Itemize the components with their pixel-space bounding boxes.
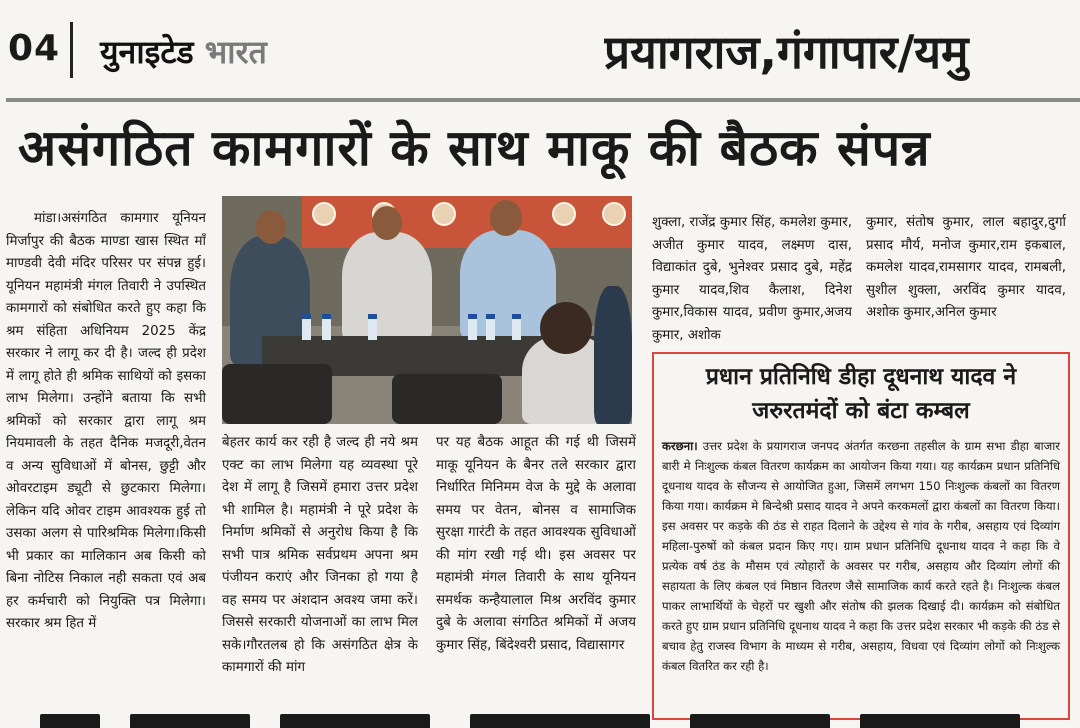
- photo-person: [594, 286, 632, 424]
- article-column-1: मांडा।असंगठित कामगार यूनियन मिर्जापुर की बैठक माण्डा खास स्थित माँ माण्डवी देवी मंदिर परिसर पर संपन्न हुई। यूनियन महामंत्री मंगल तिवारी ने उपस्थित कामगारों को संबोधित करते हुए कहा कि श्रम संहिता अधिनियम 2025 केंद्र सरकार ने लागू कर दी है। जल्द ही प्रदेश में लागू होते ही श्रमिक साथियों को इसका लाभ मिलेगा। उन्होंने बताया कि सभी श्रमिकों को सरकार द्वारा लागू श्रम नियमावली के तहत दैनिक मजदूरी,वेतन व अन्य सुविधाओं में बोनस, छुट्टी और ओवरटाइम ड्यूटी से छुटकारा मिलेगा। लेकिन यदि ओवर टाइम आवश्यक हुई तो उसका अलग से पारिश्रमिक मिलेगा।किसी भी प्रकार का मालिकान अब किसी को बिना नोटिस निकाल नही सकता एवं अब हर कर्मचारी को नियुक्ति पत्र मिलेगा।सरकार श्रम हित में: [6, 211, 206, 631]
- boxed-story-dateline: करछना।: [662, 439, 698, 453]
- newspaper-name: [100, 30, 267, 73]
- photo-person-head: [256, 210, 286, 244]
- photo-person: [342, 232, 432, 342]
- photo-person-head: [490, 200, 522, 236]
- banner-portrait: [432, 202, 456, 226]
- cropped-text: [280, 714, 430, 728]
- boxed-story: [652, 352, 1070, 720]
- photo-bottle: [302, 314, 311, 340]
- next-headline-strip: [0, 714, 1080, 728]
- masthead: [0, 0, 1080, 95]
- page-number: 04: [8, 28, 61, 69]
- banner-portrait: [552, 202, 576, 226]
- edition-title: प्रयागराज,गंगापार/यमु: [604, 25, 969, 79]
- cropped-text: [470, 714, 650, 728]
- photo-bottle: [468, 314, 477, 340]
- photo-bottle: [512, 314, 521, 340]
- photo-chair: [222, 364, 332, 424]
- photo-person-head: [540, 302, 592, 354]
- article-column-3: पर यह बैठक आहूत की गई थी जिसमें माकू यूनियन के बैनर तले सरकार द्वारा निर्धारित मिनिमम वेज के मुद्दे के अलावा समय पर वेतन, बोनस व सामाजिक सुरक्षा गारंटी के तहत आवश्यक सुविधाओं की मांग रखी गई थी। इस अवसर पर महामंत्री मंगल तिवारी के साथ यूनियन समर्थक कन्हैयालाल मिश्र अरविंद कुमार दुबे के अलावा संगठित श्रमिकों में अजय कुमार सिंह, बिंदेश्वरी प्रसाद, विद्यासागर: [436, 435, 636, 653]
- banner-portrait: [602, 202, 626, 226]
- masthead-divider: [70, 22, 73, 78]
- newspaper-name-part1: युनाइटेड: [100, 33, 194, 71]
- boxed-story-headline: प्रधान प्रतिनिधि डीहा दूधनाथ यादव ने जरुरतमंदों को बंटा कम्बल: [705, 364, 1017, 424]
- boxed-story-body: [662, 436, 1060, 676]
- newspaper-name-part2: भारत: [204, 33, 267, 71]
- photo-banner: [302, 196, 632, 248]
- cropped-text: [860, 714, 1020, 728]
- photo-bottle: [486, 314, 495, 340]
- article-column-5: कुमार, संतोष कुमार, लाल बहादुर,दुर्गा प्रसाद मौर्य, मनोज कुमार,राम इकबाल, कमलेश यादव,रामसागर यादव, रामबली, सुशील शुक्ला, अरविंद कुमार यादव, अशोक कुमार,अनिल कुमार: [866, 215, 1066, 320]
- cropped-text: [130, 714, 250, 728]
- main-headline: असंगठित कामगारों के साथ माकू की बैठक संपन्न: [18, 119, 931, 177]
- photo-bottle: [322, 314, 331, 340]
- boxed-story-text: उत्तर प्रदेश के प्रयागराज जनपद अंतर्गत करछना तहसील के ग्राम सभा डीहा बाजार बारी मे निःशुल्क कंबल वितरण कार्यक्रम का आयोजन किया गया। यह कार्यक्रम प्रधान प्रतिनिधि दूधनाथ यादव के सौजन्य से आयोजित हुआ, जिसमें लगभग 150 निःशुल्क कंबलों का वितरण किया गया। कार्यक्रम मे बिन्देश्री प्रसाद यादव ने अपने करकमलों द्वारा कंबलों का वितरण किया। इस अवसर पर कड़के की ठंड से राहत दिलाने के उद्देश्य से गांव के गरीब, असहाय एवं दिव्यांग महिला-पुरुषों को कंबल प्रदान किए गए। ग्राम प्रधान प्रतिनिधि दूधनाथ यादव ने कहा कि वे प्रत्येक वर्ष ठंड के मौसम एवं त्योहारों के अवसर पर गरीब, असहाय और दिव्यांग लोगों की सहायता के लिए कंबल एवं मिष्ठान वितरण जैसे सामाजिक कार्य करते रहते है। निःशुल्क कंबल पाकर लाभार्थियों के चेहरों पर खुशी और संतोष की झलक दिखाई दी। कार्यक्रम को संबोधित करते हुए ग्राम प्रधान प्रतिनिधि दूधनाथ यादव ने कहा कि उत्तर प्रदेश सरकार भी कड़के की ठंड से बचाव हेतु राजस्व विभाग के माध्यम से गरीब, असहाय, विधवा एवं दिव्यांग लोगों को निःशुल्क कंबल वितरित कर रही है।: [662, 439, 1060, 673]
- article-column-4: शुक्ला, राजेंद्र कुमार सिंह, कमलेश कुमार, अजीत कुमार यादव, लक्ष्मण दास, विद्याकांत दुबे, भुनेश्वर प्रसाद दुबे, महेंद्र कुमार यादव,शिव कैलाश, दिनेश कुमार,विकास यादव, प्रवीण कुमार,अजय कुमार, अशोक: [652, 215, 852, 343]
- news-photo: [222, 196, 632, 424]
- photo-chair: [392, 374, 502, 424]
- cropped-text: [40, 714, 100, 728]
- masthead-rule: [6, 98, 1080, 102]
- cropped-text: [690, 714, 830, 728]
- photo-person-head: [372, 206, 402, 240]
- photo-bottle: [368, 314, 377, 340]
- article-column-2: बेहतर कार्य कर रही है जल्द ही नये श्रम एक्ट का लाभ मिलेगा यह व्यवस्था पूरे देश में लागू है जिसमें हमारा उत्तर प्रदेश भी शामिल है। महामंत्री ने पूरे प्रदेश के निर्माण श्रमिकों से अनुरोध किया है कि सभी पात्र श्रमिक सर्वप्रथम अपना श्रम पंजीयन कराएं और जिनका हो गया है वह समय पर अंशदान अवश्य जमा करें।जिससे सरकारी योजनाओं का लाभ मिल सके।गौरतलब हो कि असंगठित क्षेत्र के कामगारों की मांग: [222, 435, 418, 675]
- banner-portrait: [312, 202, 336, 226]
